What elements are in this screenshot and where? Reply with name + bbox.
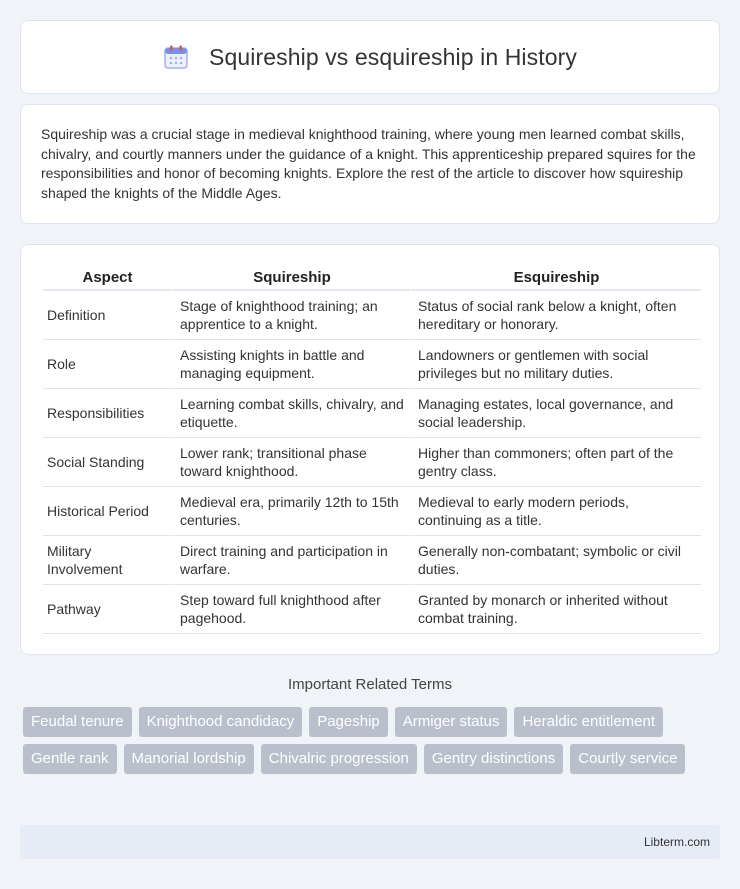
aspect-cell: Social Standing bbox=[43, 438, 172, 487]
squireship-cell: Stage of knighthood training; an apprentice to a knight. bbox=[172, 291, 410, 340]
esquireship-cell: Status of social rank below a knight, often hereditary or honorary. bbox=[410, 291, 701, 340]
esquireship-cell: Granted by monarch or inherited without combat training. bbox=[410, 585, 701, 634]
page-title: Squireship vs esquireship in History bbox=[209, 43, 577, 70]
table-row bbox=[43, 487, 701, 536]
squireship-cell: Direct training and participation in warfare. bbox=[172, 536, 410, 585]
aspect-cell: Military Involvement bbox=[43, 536, 172, 585]
comparison-card bbox=[20, 244, 720, 655]
related-terms-list bbox=[23, 707, 723, 774]
related-term-tag[interactable]: Courtly service bbox=[570, 744, 685, 774]
header-aspect: Aspect bbox=[43, 265, 172, 291]
esquireship-cell: Higher than commoners; often part of the gentry class. bbox=[410, 438, 701, 487]
related-term-tag[interactable]: Heraldic entitlement bbox=[514, 707, 663, 737]
squireship-cell: Medieval era, primarily 12th to 15th centuries. bbox=[172, 487, 410, 536]
footer-brand[interactable]: Libterm.com bbox=[643, 835, 710, 849]
table-row bbox=[43, 585, 701, 634]
table-row bbox=[43, 389, 701, 438]
table-row bbox=[43, 291, 701, 340]
related-term-tag[interactable]: Chivalric progression bbox=[261, 744, 417, 774]
related-term-tag[interactable]: Manorial lordship bbox=[124, 744, 254, 774]
aspect-cell: Role bbox=[43, 340, 172, 389]
table-header-row bbox=[43, 265, 701, 291]
title-card bbox=[20, 20, 720, 94]
aspect-cell: Historical Period bbox=[43, 487, 172, 536]
esquireship-cell: Managing estates, local governance, and social leadership. bbox=[410, 389, 701, 438]
comparison-table bbox=[43, 265, 701, 634]
squireship-cell: Step toward full knighthood after pagehood. bbox=[172, 585, 410, 634]
related-term-tag[interactable]: Gentry distinctions bbox=[424, 744, 563, 774]
calendar-icon bbox=[163, 44, 189, 70]
table-row bbox=[43, 536, 701, 585]
table-row bbox=[43, 340, 701, 389]
aspect-cell: Responsibilities bbox=[43, 389, 172, 438]
aspect-cell: Pathway bbox=[43, 585, 172, 634]
related-term-tag[interactable]: Feudal tenure bbox=[23, 707, 132, 737]
squireship-cell: Lower rank; transitional phase toward knighthood. bbox=[172, 438, 410, 487]
squireship-cell: Learning combat skills, chivalry, and etiquette. bbox=[172, 389, 410, 438]
related-terms-heading: Important Related Terms bbox=[288, 676, 452, 693]
related-term-tag[interactable]: Pageship bbox=[309, 707, 388, 737]
header-esquireship: Esquireship bbox=[410, 265, 701, 291]
aspect-cell: Definition bbox=[43, 291, 172, 340]
table-row bbox=[43, 438, 701, 487]
esquireship-cell: Medieval to early modern periods, continuing as a title. bbox=[410, 487, 701, 536]
squireship-cell: Assisting knights in battle and managing equipment. bbox=[172, 340, 410, 389]
related-term-tag[interactable]: Armiger status bbox=[395, 707, 508, 737]
intro-text: Squireship was a crucial stage in medieval knighthood training, where young men learned combat skills, chivalry, and courtly manners under the guidance of a knight. This apprenticeship prepared squires for the responsibilities and honor of becoming knights. Explore the rest of the article to discover how squireship shaped the knights of the Middle Ages. bbox=[41, 126, 696, 201]
related-term-tag[interactable]: Knighthood candidacy bbox=[139, 707, 303, 737]
header-squireship: Squireship bbox=[172, 265, 410, 291]
esquireship-cell: Landowners or gentlemen with social privileges but no military duties. bbox=[410, 340, 701, 389]
related-term-tag[interactable]: Gentle rank bbox=[23, 744, 117, 774]
intro-card bbox=[20, 104, 720, 224]
esquireship-cell: Generally non-combatant; symbolic or civil duties. bbox=[410, 536, 701, 585]
footer-bar bbox=[20, 825, 720, 859]
